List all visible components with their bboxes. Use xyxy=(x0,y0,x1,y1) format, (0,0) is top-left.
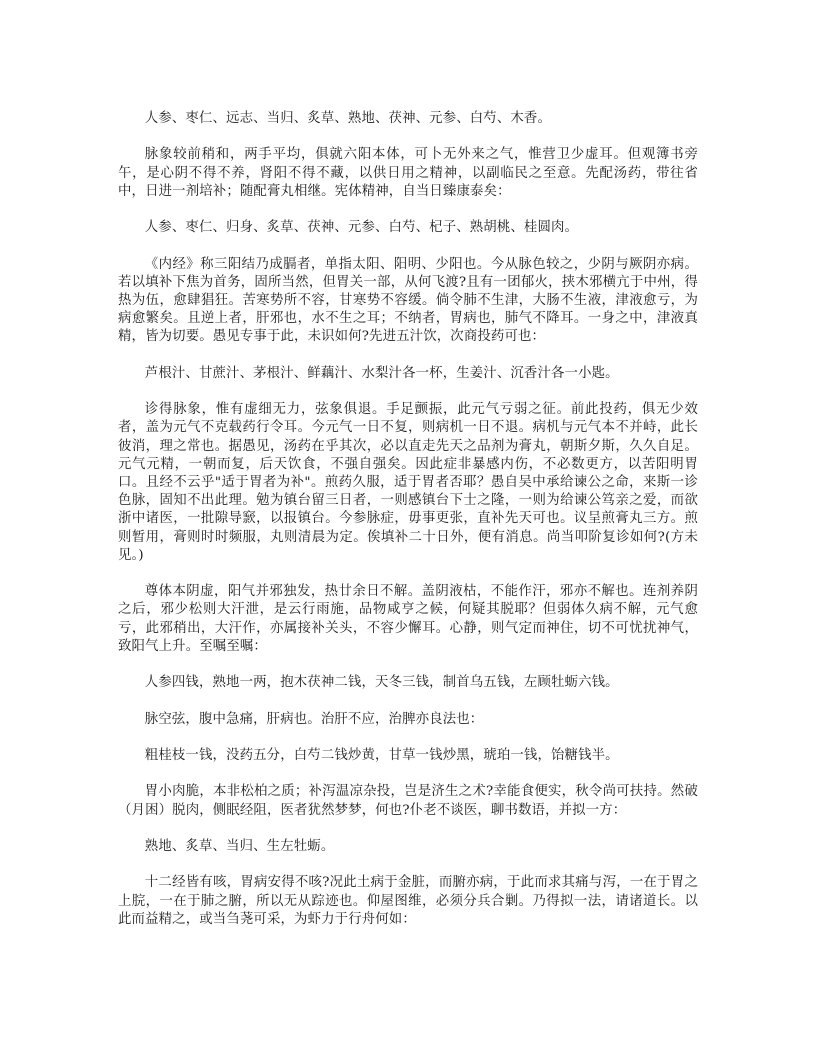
paragraph-liver: 脉空弦，腹中急痛，肝病也。治肝不应，治脾亦良法也： xyxy=(144,711,484,727)
prescription-1: 人参、枣仁、远志、当归、炙草、熟地、茯神、元参、白芍、木香。 xyxy=(144,111,552,126)
prescription-6: 熟地、炙草、当归、生左牡蛎。 xyxy=(144,838,335,854)
paragraph-pulse-1: 脉象较前稍和，两手平均，俱就六阳本体，可卜无外来之气，惟营卫少虚耳。但观簿书旁午，是心阴不得不养，肾阳不得不藏，以供日用之精神，以副临民之至意。先配汤药，带往省中，日进一剂培补；随配膏丸相继。宪体精神，自当日臻康泰矣： xyxy=(118,147,698,199)
paragraph-yin-deficiency: 尊体本阴虚，阳气并邪独发，热廿余日不解。盖阴液枯，不能作汗，邪亦不解也。连剂养阴之后，邪少松则大汗泄，是云行雨施，品物咸亨之候，何疑其脱耶？但弱体久病不解，元气愈亏，此邪稍出，大汗作，亦属接补关头，不容少懈耳。心静，则气定而神住，切不可忧扰神气，致阳气上升。至嘱至嘱： xyxy=(118,584,698,654)
paragraph-stomach: 胃小肉脆，本非松柏之质；补泻温凉杂投，岂是济生之术?幸能食便实，秋令尚可扶持。然破（月困）脱肉，侧眠经阻，医者犹然梦梦，何也?仆老不谈医，聊书数语，并拟一方： xyxy=(118,784,698,818)
paragraph-neijing: 《内经》称三阳结乃成膈者，单指太阳、阳明、少阳也。今从脉色较之，少阴与厥阴亦病。若以填补下焦为首务，固所当然，但胃关一部，从何飞渡?且有一团郁火，挟木邪横亢于中州，得热为伍，愈肆猖狂。苦寒势所不容，甘寒势不容缓。倘令肺不生津，大肠不生液，津液愈亏，为病愈繁矣。且逆上者，肝邪也，水不生之耳；不纳者，胃病也，肺气不降耳。一身之中，津液真精，皆为切要。愚见专事于此，未识如何?先进五汁饮，次商投药可也： xyxy=(118,256,698,345)
paragraph-pulse-2: 诊得脉象，惟有虚细无力，弦象俱退。手足颤振，此元气亏弱之征。前此投药，俱无少效者，盖为元气不克载药行令耳。今元气一日不复，则病机一日不退。病机与元气本不并峙，此长彼消，理之常也。据愚见，汤药在乎其次，必以直走先天之品剂为膏丸，朝斯夕斯，久久自足。元气元精，一朝而复，后天饮食，不强自强矣。因此症非暴感内伤，不必数更方，以苦阳明胃口。且经不云乎"适于胃者为补"。煎药久服，适于胃者否耶？愚自吴中承给谏公之命，来斯一诊色脉，固知不出此理。勉为镇台留三日者，一则感镇台下士之隆，一则为给谏公笃亲之爱，而欲浙中诸医，一批隙导窾，以报镇台。今参脉症，毋事更张，直补先天可也。议呈煎膏丸三方。煎则暂用，膏则时时频服，丸则清晨为定。俟填补二十日外，便有消息。尚当叩阶复诊如何?(方未见。) xyxy=(118,402,698,563)
prescription-5: 粗桂枝一钱，没药五分，白芍二钱炒黄，甘草一钱炒黑，琥珀一钱，饴糖钱半。 xyxy=(144,747,619,763)
paragraph-cough: 十二经皆有咳，胃病安得不咳?况此土病于金脏，而腑亦病，于此而求其痛与泻，一在于胃之上脘，一在于肺之腑，所以无从踪迹也。仰屋图维，必须分兵合剿。乃得拟一法，请诸道长。以此而益精之，或当刍荛可采，为虾力于行舟何如： xyxy=(118,875,698,927)
prescription-4: 人参四钱，熟地一两，抱木茯神二钱，天冬三钱，制首乌五钱，左顾牡蛎六钱。 xyxy=(144,675,619,691)
prescription-3: 芦根汁、甘蔗汁、茅根汁、鲜藕汁、水梨汁各一杯，生姜汁、沉香汁各一小匙。 xyxy=(144,365,619,381)
prescription-2: 人参、枣仁、归身、炙草、茯神、元参、白芍、杞子、熟胡桃、桂圆肉。 xyxy=(144,220,579,236)
document-body xyxy=(118,110,698,947)
